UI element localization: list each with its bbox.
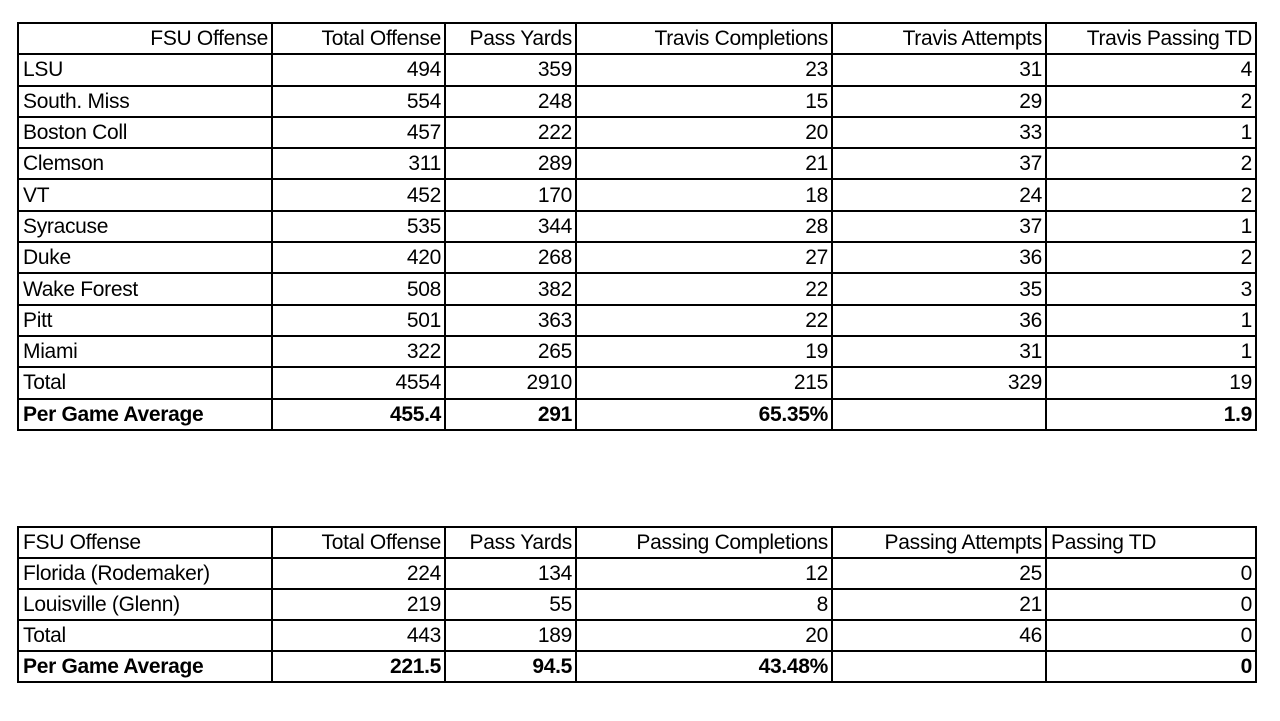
table-cell (832, 651, 1046, 682)
header-row (18, 23, 1256, 54)
table-cell: 55 (445, 589, 576, 620)
column-header: Travis Completions (576, 23, 832, 54)
column-header: Passing Attempts (832, 527, 1046, 558)
row-label: Clemson (18, 148, 272, 179)
table-cell: 311 (272, 148, 445, 179)
column-header: Travis Attempts (832, 23, 1046, 54)
table-cell: 27 (576, 242, 832, 273)
row-label: Duke (18, 242, 272, 273)
table-cell: 452 (272, 179, 445, 210)
table-cell: 4 (1046, 54, 1256, 85)
column-header: FSU Offense (18, 23, 272, 54)
table-cell: 20 (576, 117, 832, 148)
table-cell: 189 (445, 620, 576, 651)
table-cell: 508 (272, 273, 445, 304)
table-cell: 36 (832, 242, 1046, 273)
table-cell: 363 (445, 305, 576, 336)
table-cell: 457 (272, 117, 445, 148)
table-cell: 1 (1046, 336, 1256, 367)
table-cell: 215 (576, 367, 832, 398)
table-cell: 420 (272, 242, 445, 273)
table-cell: 455.4 (272, 399, 445, 430)
table-cell: 21 (832, 589, 1046, 620)
table-cell: 2 (1046, 148, 1256, 179)
table-cell: 501 (272, 305, 445, 336)
table-body (18, 54, 1256, 430)
header-row (18, 527, 1256, 558)
table-cell: 291 (445, 399, 576, 430)
table-cell: 170 (445, 179, 576, 210)
table-cell: 1.9 (1046, 399, 1256, 430)
table-cell: 0 (1046, 558, 1256, 589)
column-header: Pass Yards (445, 23, 576, 54)
table-row (18, 86, 1256, 117)
table-cell: 0 (1046, 589, 1256, 620)
table-cell: 248 (445, 86, 576, 117)
table-cell: 443 (272, 620, 445, 651)
table-cell: 28 (576, 211, 832, 242)
table-cell: 3 (1046, 273, 1256, 304)
table-cell: 268 (445, 242, 576, 273)
column-header: Total Offense (272, 527, 445, 558)
table-cell: 382 (445, 273, 576, 304)
table-cell: 37 (832, 148, 1046, 179)
table-cell: 8 (576, 589, 832, 620)
row-label: Total (18, 367, 272, 398)
travis-stats-table (17, 22, 1257, 431)
table-cell: 1 (1046, 211, 1256, 242)
table-row (18, 305, 1256, 336)
table-cell: 36 (832, 305, 1046, 336)
table-cell: 31 (832, 336, 1046, 367)
table-row (18, 148, 1256, 179)
table-cell: 221.5 (272, 651, 445, 682)
table-cell: 1 (1046, 305, 1256, 336)
table-cell: 134 (445, 558, 576, 589)
row-label: Florida (Rodemaker) (18, 558, 272, 589)
table-row (18, 589, 1256, 620)
table-cell: 535 (272, 211, 445, 242)
row-label: LSU (18, 54, 272, 85)
table-row (18, 273, 1256, 304)
table-cell: 65.35% (576, 399, 832, 430)
table-body (18, 558, 1256, 682)
column-header: FSU Offense (18, 527, 272, 558)
table-cell: 22 (576, 273, 832, 304)
table-cell: 554 (272, 86, 445, 117)
table-cell: 24 (832, 179, 1046, 210)
row-label: Wake Forest (18, 273, 272, 304)
table-row (18, 558, 1256, 589)
table-cell: 2 (1046, 179, 1256, 210)
table-row (18, 54, 1256, 85)
table-cell: 23 (576, 54, 832, 85)
row-label: Louisville (Glenn) (18, 589, 272, 620)
table-cell: 0 (1046, 620, 1256, 651)
table-row (18, 336, 1256, 367)
table-cell: 22 (576, 305, 832, 336)
table-cell: 222 (445, 117, 576, 148)
table-cell: 12 (576, 558, 832, 589)
table-cell: 25 (832, 558, 1046, 589)
row-label: Total (18, 620, 272, 651)
row-label: South. Miss (18, 86, 272, 117)
table-cell: 18 (576, 179, 832, 210)
table-cell: 2 (1046, 86, 1256, 117)
table-row (18, 211, 1256, 242)
table-cell: 494 (272, 54, 445, 85)
table-cell: 15 (576, 86, 832, 117)
table-cell: 4554 (272, 367, 445, 398)
row-label: Per Game Average (18, 399, 272, 430)
table-cell: 344 (445, 211, 576, 242)
other-qb-stats-table (17, 526, 1257, 683)
table-cell: 20 (576, 620, 832, 651)
table-row (18, 242, 1256, 273)
table-cell: 35 (832, 273, 1046, 304)
table-cell: 329 (832, 367, 1046, 398)
table-cell: 265 (445, 336, 576, 367)
table-cell: 224 (272, 558, 445, 589)
table-cell: 29 (832, 86, 1046, 117)
table-cell: 94.5 (445, 651, 576, 682)
table-row (18, 179, 1256, 210)
column-header: Passing TD (1046, 527, 1256, 558)
table-cell: 359 (445, 54, 576, 85)
table-row (18, 399, 1256, 430)
table-row (18, 620, 1256, 651)
row-label: Boston Coll (18, 117, 272, 148)
table-cell: 43.48% (576, 651, 832, 682)
table-cell: 46 (832, 620, 1046, 651)
table-row (18, 117, 1256, 148)
table-cell: 31 (832, 54, 1046, 85)
table-cell: 2 (1046, 242, 1256, 273)
table-cell: 219 (272, 589, 445, 620)
row-label: Miami (18, 336, 272, 367)
table-cell: 0 (1046, 651, 1256, 682)
column-header: Total Offense (272, 23, 445, 54)
row-label: Syracuse (18, 211, 272, 242)
table-cell: 21 (576, 148, 832, 179)
table-row (18, 367, 1256, 398)
table-row (18, 651, 1256, 682)
row-label: VT (18, 179, 272, 210)
table-cell: 33 (832, 117, 1046, 148)
table-cell: 2910 (445, 367, 576, 398)
table-cell: 289 (445, 148, 576, 179)
column-header: Travis Passing TD (1046, 23, 1256, 54)
column-header: Passing Completions (576, 527, 832, 558)
row-label: Per Game Average (18, 651, 272, 682)
table-cell: 1 (1046, 117, 1256, 148)
table-cell: 322 (272, 336, 445, 367)
table-cell: 19 (1046, 367, 1256, 398)
table-cell: 37 (832, 211, 1046, 242)
row-label: Pitt (18, 305, 272, 336)
column-header: Pass Yards (445, 527, 576, 558)
table-cell (832, 399, 1046, 430)
table-cell: 19 (576, 336, 832, 367)
